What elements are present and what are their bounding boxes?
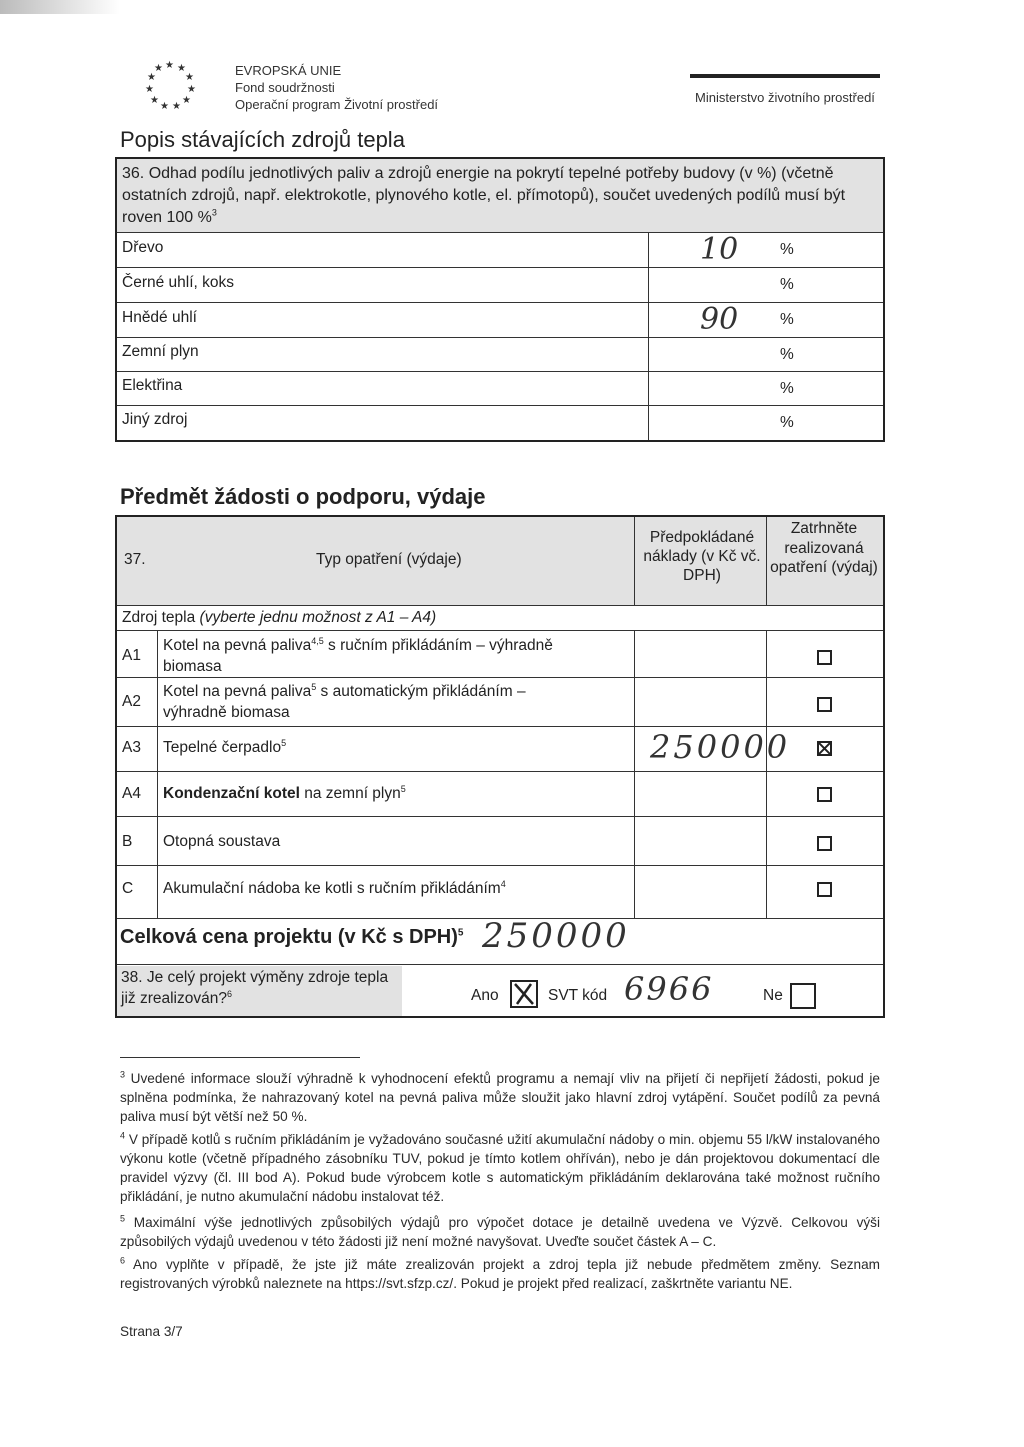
- row-divider: [117, 726, 883, 727]
- q38-text: 38. Je celý projekt výměny zdroje tepla již zrealizován?: [121, 969, 389, 1007]
- page-number: Strana 3/7: [120, 1324, 183, 1339]
- row-divider: [117, 816, 883, 817]
- total-label: [120, 926, 463, 949]
- checkbox-c[interactable]: [817, 882, 832, 897]
- footnote-6-text: Ano vyplňte v případě, že jste již máte zrealizován projekt a zdroj tepla již nebude předmětem změny. Seznam registrovaných výrobků naleznete na https://svt.sfzp.cz/. Pokud je projekt před realizací, zaškrtněte variantu NE.: [120, 1257, 880, 1291]
- q36-value-divider: [648, 232, 649, 440]
- row-code-a4: A4: [122, 785, 141, 802]
- a4-sup: 5: [400, 783, 406, 794]
- source-divider: [117, 630, 883, 631]
- ministry-logo-bar: [690, 74, 880, 78]
- a2-text: Kotel na pevná paliva: [163, 683, 312, 700]
- total-divider: [117, 964, 883, 965]
- a3-text: Tepelné čerpadlo: [163, 739, 282, 756]
- eu-flag-logo: [120, 52, 220, 116]
- footnote-5: [120, 1213, 880, 1251]
- checkbox-ne[interactable]: [790, 983, 816, 1009]
- row-code-c: C: [122, 880, 134, 897]
- footnote-4-text: V případě kotlů s ručním přikládáním je vyžadováno současné užití akumulační nádoby o min. objemu 55 l/kW instalovaného výkonu kotle (včetně případného zásobníku TUV, pokud je tímto kotlem ohříván), nebo je dán projektovou dokumentací dle pravidel výzvy (čl. III bod A). Pokud bude výrobcem kotle s automatickým přikládáním deklarována také možnost ručního přikládání, je nutno akumulační nádobu instalovat též.: [120, 1132, 880, 1204]
- zdroj-tepla-label: [122, 609, 436, 627]
- row-unit-drevo: %: [780, 241, 794, 258]
- svg-text:★: ★: [147, 72, 156, 83]
- eu-header-text: [235, 62, 438, 113]
- hdr-cost: Předpokládané náklady (v Kč vč. DPH): [643, 529, 761, 584]
- footnote-5-text: Maximální výše jednotlivých způsobilých výdajů pro výpočet dotace je detailně uvedena ve Výzvě. Celkovou výši způsobilých výdajů uvedenou v této žádosti již není možné navyšovat. Uveďte součet částek A – C.: [120, 1215, 880, 1249]
- footnote-6-num: 6: [120, 1255, 126, 1266]
- checkbox-a2[interactable]: [817, 697, 832, 712]
- checkbox-ano-mark: [512, 982, 536, 1006]
- row-label-elektrina: Elektřina: [122, 377, 183, 394]
- row-text-c: [163, 880, 506, 898]
- row-divider: [117, 677, 883, 678]
- eu-line-1: EVROPSKÁ UNIE: [235, 63, 342, 78]
- hdr-type: Typ opatření (výdaje): [316, 551, 462, 568]
- row-unit-elektrina: %: [780, 380, 794, 397]
- total-label-text: Celková cena projektu (v Kč s DPH): [120, 926, 458, 948]
- svg-text:★: ★: [150, 95, 159, 106]
- checkbox-a3-mark: [819, 743, 830, 754]
- footnote-3-text: Uvedené informace slouží výhradně k vyhodnocení efektů programu a nemají vliv na přijetí či nepřijetí žádosti, pokud je splněna podmínka, že nahrazovaný kotel na pevná paliva může sloužit jako hlavní zdroj vytápění. Součet podílů za pevná paliva musí být větší než 50 %.: [120, 1071, 880, 1124]
- row-value-drevo: 10: [700, 232, 739, 267]
- svg-text:★: ★: [187, 84, 196, 95]
- col-divider-code: [157, 630, 158, 918]
- q36-text: 36. Odhad podílu jednotlivých paliv a zdrojů energie na pokrytí tepelné potřeby budovy (v %) (včetně ostatních zdrojů, např. elektrokotle, plynového kotle, el. přímotopů), součet uvedených podílů musí být roven 100 %: [122, 165, 846, 226]
- eu-line-2: Fond soudržnosti: [235, 80, 335, 95]
- header-bottom-divider: [117, 605, 883, 606]
- source-note: (vyberte jednu možnost z A1 – A4): [199, 609, 437, 626]
- scan-corner-shadow: [0, 0, 120, 14]
- row-divider: [117, 337, 883, 338]
- checkbox-ano[interactable]: [510, 980, 538, 1008]
- col-divider-check-header: [766, 517, 767, 605]
- svg-text:★: ★: [182, 95, 191, 106]
- a1-text: Kotel na pevná paliva: [163, 637, 312, 654]
- footnote-3: [120, 1069, 880, 1126]
- row-label-jiny-zdroj: Jiný zdroj: [122, 411, 188, 428]
- ano-label: Ano: [471, 987, 499, 1004]
- row-divider: [117, 405, 883, 406]
- svg-text:★: ★: [160, 101, 169, 112]
- row-code-a3: A3: [122, 739, 141, 756]
- a1-text2: s ručním přikládáním – výhradně biomasa: [163, 637, 553, 675]
- a3-sup: 5: [281, 737, 287, 748]
- row-value-hnede-uhli: 90: [700, 302, 739, 337]
- row-divider: [117, 771, 883, 772]
- footnote-6: [120, 1255, 880, 1293]
- q36-footnote-ref: 3: [211, 207, 217, 218]
- row-label-zemni-plyn: Zemní plyn: [122, 343, 199, 360]
- footnote-5-num: 5: [120, 1213, 126, 1224]
- section-2-title: Předmět žádosti o podporu, výdaje: [120, 484, 486, 509]
- eu-line-3: Operační program Životní prostředí: [235, 97, 439, 112]
- row-text-a3: [163, 739, 286, 757]
- checkbox-a1[interactable]: [817, 650, 832, 665]
- q38-sup: 6: [226, 988, 232, 999]
- checkbox-a3[interactable]: [817, 741, 832, 756]
- col-divider-check: [766, 630, 767, 918]
- total-value[interactable]: 250000: [482, 916, 630, 956]
- row-unit-cerne-uhli: %: [780, 276, 794, 293]
- svg-text:★: ★: [177, 63, 186, 74]
- col-divider-cost: [634, 630, 635, 918]
- row-unit-zemni-plyn: %: [780, 346, 794, 363]
- row-text-a2: [163, 681, 593, 723]
- a2-sup: 5: [311, 681, 317, 692]
- a2-text2: s automatickým přikládáním – výhradně biomasa: [163, 683, 526, 721]
- row-text-b: Otopná soustava: [163, 833, 281, 850]
- svg-text:★: ★: [165, 60, 174, 71]
- svt-label: SVT kód: [548, 987, 608, 1004]
- ministry-name: Ministerstvo životního prostředí: [695, 90, 875, 105]
- a4-text2: na zemní plyn: [299, 785, 401, 802]
- row-divider: [117, 865, 883, 866]
- row-divider: [117, 371, 883, 372]
- q37-number: 37.: [124, 551, 146, 568]
- svg-text:★: ★: [185, 72, 194, 83]
- cost-a3[interactable]: 250000: [650, 728, 791, 766]
- svt-value[interactable]: 6966: [624, 970, 714, 1008]
- q38-question: [121, 967, 391, 1009]
- source-label: Zdroj tepla: [122, 609, 196, 626]
- svg-text:★: ★: [172, 101, 181, 112]
- checkbox-b[interactable]: [817, 836, 832, 851]
- a1-sup: 4,5: [311, 635, 324, 646]
- q36-question: [122, 163, 877, 229]
- c-sup: 4: [500, 878, 506, 889]
- hdr-check: Zatrhněte realizovaná opatření (výdaj): [770, 520, 878, 576]
- row-label-hnede-uhli: Hnědé uhlí: [122, 309, 197, 326]
- svg-text:★: ★: [145, 84, 154, 95]
- ne-label: Ne: [763, 987, 783, 1004]
- row-divider: [117, 302, 883, 303]
- row-text-a1: [163, 635, 593, 677]
- row-code-a2: A2: [122, 693, 141, 710]
- section-1-title: Popis stávajících zdrojů tepla: [120, 127, 405, 152]
- svg-text:★: ★: [154, 63, 163, 74]
- total-sup: 5: [457, 927, 464, 939]
- footnote-3-num: 3: [120, 1069, 126, 1080]
- a4-bold: Kondenzační kotel: [163, 785, 300, 802]
- footnote-4: [120, 1130, 880, 1206]
- row-text-a4: [163, 785, 406, 803]
- row-code-b: B: [122, 833, 133, 850]
- footnote-separator: [120, 1057, 360, 1058]
- checkbox-a4[interactable]: [817, 787, 832, 802]
- q36-header-divider: [117, 232, 883, 233]
- row-code-a1: A1: [122, 647, 141, 664]
- row-unit-hnede-uhli: %: [780, 311, 794, 328]
- col-divider-cost-header: [634, 517, 635, 605]
- c-text: Akumulační nádoba ke kotli s ručním přikládáním: [163, 880, 501, 897]
- row-divider: [117, 267, 883, 268]
- row-label-drevo: Dřevo: [122, 239, 164, 256]
- footnote-4-num: 4: [120, 1130, 126, 1141]
- row-unit-jiny-zdroj: %: [780, 414, 794, 431]
- row-label-cerne-uhli: Černé uhlí, koks: [122, 274, 234, 291]
